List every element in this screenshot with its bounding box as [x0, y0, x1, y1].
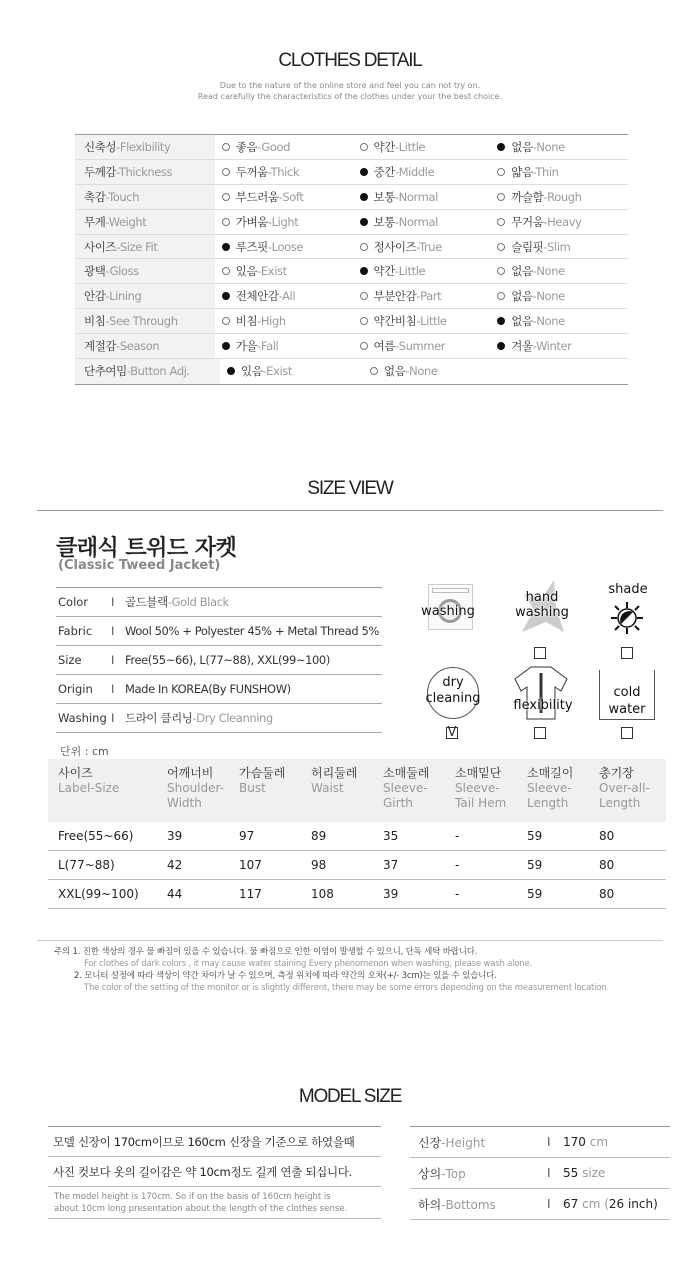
size-cell: 98: [311, 858, 327, 872]
size-table-row: [48, 851, 666, 880]
size-cell: XXL(99~100): [58, 887, 139, 901]
selected-dot-icon: [222, 292, 230, 300]
detail-option-en: -Normal: [394, 189, 438, 204]
model-note-line-2: 사진 컷보다 옷의 길이감은 약 10cm정도 길게 연출 되십니다.: [48, 1157, 381, 1187]
detail-option-ko: 없음: [384, 364, 406, 379]
model-note-line-1: 모델 신장이 170cm이므로 160cm 신장을 기준으로 하였을때: [48, 1127, 381, 1157]
size-cell: 107: [239, 858, 262, 872]
size-cell: 59: [527, 829, 543, 843]
detail-option-en: -Little: [416, 314, 447, 329]
unselected-dot-icon: [222, 193, 230, 201]
detail-label-ko: 단추여밈: [84, 364, 127, 379]
model-stat-key: [410, 1196, 547, 1213]
model-note-small-2: about 10cm long presentation about the length of the clothes sense.: [54, 1204, 348, 1214]
size-header-en: Over-all- Length: [599, 781, 650, 810]
hand-washing-label: hand washing: [515, 590, 569, 620]
model-stat-en: -Top: [441, 1166, 466, 1181]
detail-option-ko: 좋음: [235, 139, 258, 154]
dry-cleaning-label: dry cleaning: [425, 675, 481, 706]
model-stat-row: [410, 1127, 670, 1158]
size-table-row: [48, 822, 666, 851]
notes: [54, 946, 609, 994]
detail-row: [75, 235, 628, 260]
model-stat-value: [563, 1135, 608, 1149]
size-header-en: Sleeve- Tail Hem: [455, 781, 507, 810]
model-stat-ko: 하의: [418, 1197, 442, 1212]
detail-option: [490, 338, 628, 354]
info-value-ko: Made In KOREA(By FUNSHOW): [125, 682, 291, 696]
detail-option-en: -Heavy: [543, 214, 582, 229]
info-value-en: -Gold Black: [167, 595, 229, 609]
detail-option: [490, 164, 628, 180]
size-cell: Free(55~66): [58, 829, 134, 843]
sun-icon: [610, 601, 644, 635]
unselected-dot-icon: [360, 292, 368, 300]
detail-label-ko: 촉감: [84, 189, 106, 204]
detail-label-ko: 신축성: [84, 139, 117, 154]
unselected-dot-icon: [360, 317, 368, 325]
detail-label-ko: 계절감: [84, 339, 117, 354]
detail-option: [353, 189, 491, 205]
detail-option-en: -All: [278, 289, 296, 304]
note-1-en: For clothes of dark colors , it may cause water staining Every phenomenon when washing, please wash alone.: [84, 959, 533, 969]
selected-dot-icon: [360, 168, 368, 176]
detail-row: [75, 309, 628, 334]
model-stat-ko: 상의: [418, 1166, 442, 1181]
selected-dot-icon: [360, 218, 368, 226]
info-separator: I: [111, 624, 115, 638]
model-stat-separator: I: [547, 1135, 551, 1149]
selected-dot-icon: [222, 243, 230, 251]
size-header-cell: [527, 766, 599, 811]
size-header-cell: [239, 766, 311, 796]
detail-option: [215, 263, 353, 279]
detail-option-ko: 무거움: [511, 214, 544, 229]
detail-option-en: -Little: [394, 264, 426, 279]
size-table-header: [48, 759, 666, 822]
model-stat-unit: cm (: [578, 1197, 609, 1211]
flexibility-label: flexibility: [513, 698, 573, 713]
detail-label: [75, 235, 215, 259]
note-2-en: The color of the setting of the monitor or is slightly different, there may be some errors depending on the measurement location.: [84, 983, 609, 993]
shade-checkbox[interactable]: [621, 647, 633, 659]
detail-option-en: -None: [532, 139, 565, 154]
clothes-detail-table: [75, 134, 628, 385]
product-name-en: (Classic Tweed Jacket): [58, 558, 221, 573]
detail-label: [75, 334, 215, 358]
detail-label-ko: 두께감: [84, 164, 117, 179]
detail-option-ko: 있음: [235, 264, 258, 279]
model-stat-en: -Height: [441, 1135, 486, 1150]
detail-option-en: -Little: [394, 139, 426, 154]
detail-option-en: -None: [532, 264, 565, 279]
info-value-ko: 골드블랙: [125, 595, 168, 609]
detail-label-en: -Touch: [105, 189, 140, 204]
cold-water-label: cold water: [608, 685, 646, 717]
detail-option-en: -Part: [416, 289, 442, 304]
detail-label: [75, 284, 215, 308]
size-cell: 108: [311, 887, 334, 901]
size-cell: 89: [311, 829, 327, 843]
detail-option-en: -True: [416, 239, 442, 254]
model-stat-num: 67: [563, 1197, 579, 1211]
clothes-detail-subtitle-1: Due to the nature of the online store and feel you can not try on.: [219, 81, 481, 90]
detail-row: [75, 160, 628, 185]
detail-option: [353, 288, 491, 304]
detail-option: [490, 263, 628, 279]
detail-row: [75, 334, 628, 359]
size-cell: 44: [167, 887, 183, 901]
size-cell: -: [455, 858, 460, 872]
model-stat-separator: I: [547, 1197, 551, 1211]
info-row: [56, 675, 382, 704]
flexibility-checkbox[interactable]: [534, 727, 546, 739]
detail-option: [353, 263, 491, 279]
detail-option-en: -Winter: [532, 339, 572, 354]
model-stat-en: -Bottoms: [441, 1197, 496, 1212]
detail-label-ko: 무게: [84, 214, 106, 229]
size-header-cell: [311, 766, 383, 796]
detail-label-ko: 안감: [84, 289, 106, 304]
info-key: Fabric: [58, 624, 93, 638]
size-view-divider: [37, 510, 663, 511]
size-header-cell: [383, 766, 455, 811]
info-separator: I: [111, 682, 115, 696]
unselected-dot-icon: [497, 218, 505, 226]
unselected-dot-icon: [360, 243, 368, 251]
detail-option-en: -High: [257, 314, 286, 329]
detail-option: [353, 313, 491, 329]
detail-label: [75, 359, 220, 384]
model-stat-num: 55: [563, 1166, 579, 1180]
detail-option-ko: 없음: [511, 314, 533, 329]
detail-option-en: -None: [532, 289, 565, 304]
detail-option: [353, 164, 491, 180]
detail-row: [75, 359, 628, 384]
size-cell: 80: [599, 887, 615, 901]
detail-option-en: -Loose: [267, 239, 303, 254]
size-header-ko: 소매길이: [527, 766, 574, 780]
unselected-dot-icon: [497, 168, 505, 176]
detail-option-en: -None: [532, 314, 565, 329]
model-size-title: MODEL SIZE: [298, 1086, 402, 1107]
detail-option-ko: 가을: [235, 339, 258, 354]
detail-label-en: -Weight: [105, 214, 147, 229]
detail-label-en: -Button Adj.: [126, 364, 190, 379]
size-table: [48, 759, 666, 909]
size-cell: L(77~88): [58, 858, 115, 872]
detail-label-en: -Flexibility: [116, 139, 171, 154]
size-cell: 35: [383, 829, 399, 843]
unselected-dot-icon: [222, 218, 230, 226]
detail-row: [75, 135, 628, 160]
info-row: [56, 588, 382, 617]
size-header-ko: 소매밑단: [455, 766, 502, 780]
note-1-ko: 주의 1. 진한 색상의 경우 물 빠짐이 있을 수 있습니다. 물 빠짐으로 인한 이염이 발생할 수 있으니, 단독 세탁 바랍니다.: [54, 947, 478, 957]
model-stat-unit: cm: [585, 1135, 609, 1149]
detail-option-en: -Rough: [543, 189, 582, 204]
size-cell: 37: [383, 858, 399, 872]
model-stat-ko: 신장: [418, 1135, 442, 1150]
size-table-row: [48, 880, 666, 909]
info-value: [125, 710, 273, 726]
detail-option-ko: 없음: [511, 139, 533, 154]
detail-label: [75, 210, 215, 234]
detail-label-en: -Thickness: [116, 164, 173, 179]
size-cell: 97: [239, 829, 255, 843]
detail-option-ko: 루즈핏: [235, 239, 268, 254]
unselected-dot-icon: [360, 342, 368, 350]
size-header-ko: 총기장: [599, 766, 634, 780]
info-row: [56, 646, 382, 675]
selected-dot-icon: [360, 193, 368, 201]
detail-option-en: -Thick: [267, 164, 300, 179]
info-value-ko: Free(55~66), L(77~88), XXL(99~100): [125, 653, 330, 667]
detail-label-en: -Season: [116, 339, 160, 354]
detail-option-ko: 얇음: [511, 164, 533, 179]
clothes-detail-subtitle-2: Read carefully the characteristics of the clothes under your the best choice.: [197, 92, 503, 101]
model-stat-row: [410, 1189, 670, 1220]
size-header-cell: [455, 766, 527, 811]
detail-row: [75, 185, 628, 210]
size-cell: -: [455, 887, 460, 901]
size-header-ko: 사이즈: [58, 766, 93, 780]
detail-option: [215, 313, 353, 329]
detail-label-ko: 비침: [84, 314, 106, 329]
detail-option-en: -None: [405, 364, 438, 379]
size-header-cell: [599, 766, 666, 811]
size-cell: 39: [167, 829, 183, 843]
size-header-en: Waist: [311, 781, 344, 795]
info-value-en: -Dry Cleanning: [192, 711, 273, 725]
size-header-ko: 허리둘레: [311, 766, 358, 780]
detail-option-en: -Slim: [543, 239, 571, 254]
detail-label-en: -Gloss: [105, 264, 139, 279]
detail-option-ko: 보통: [373, 214, 395, 229]
info-separator: I: [111, 595, 115, 609]
detail-option-ko: 없음: [511, 264, 533, 279]
detail-option-en: -Middle: [394, 164, 435, 179]
detail-option-en: -Normal: [394, 214, 438, 229]
shade-label: shade: [608, 582, 648, 597]
detail-option-en: -Light: [267, 214, 299, 229]
hand-washing-checkbox[interactable]: [534, 647, 546, 659]
detail-option-ko: 두꺼움: [235, 164, 268, 179]
size-view-title: SIZE VIEW: [307, 478, 393, 499]
info-value: [125, 624, 379, 638]
detail-option-ko: 정사이즈: [373, 239, 417, 254]
detail-option-ko: 가벼움: [235, 214, 268, 229]
detail-option-ko: 없음: [511, 289, 533, 304]
size-header-ko: 어깨너비: [167, 766, 214, 780]
detail-option: [215, 239, 353, 255]
model-stat-extra: 26 inch): [608, 1197, 658, 1211]
notes-divider: [37, 940, 663, 941]
detail-label-en: -See Through: [105, 314, 178, 329]
detail-option-ko: 여름: [373, 339, 395, 354]
detail-option-en: -Exist: [262, 364, 292, 379]
detail-option: [490, 139, 628, 155]
note-2-ko: 2. 모니터 설정에 따라 색상이 약간 차이가 날 수 있으며, 측정 위치에 따라 약간의 오차(+/- 3cm)는 있을 수 있습니다.: [74, 971, 497, 981]
info-value: [125, 594, 229, 610]
detail-option-ko: 부드러움: [235, 189, 279, 204]
detail-label: [75, 185, 215, 209]
selected-dot-icon: [222, 342, 230, 350]
unselected-dot-icon: [497, 267, 505, 275]
detail-option-ko: 비침: [235, 314, 258, 329]
detail-option-ko: 겨울: [511, 339, 533, 354]
detail-option-ko: 전체안감: [235, 289, 279, 304]
model-stat-value: [563, 1166, 605, 1180]
info-value-ko: 드라이 클리닝: [125, 711, 193, 725]
detail-option-en: -Good: [257, 139, 291, 154]
detail-option: [215, 189, 353, 205]
info-key: Color: [58, 595, 89, 609]
model-stat-separator: I: [547, 1166, 551, 1180]
detail-label-ko: 사이즈: [84, 239, 117, 254]
info-key: Washing: [58, 711, 107, 725]
model-note-small: [48, 1187, 381, 1219]
model-stat-key: [410, 1165, 547, 1182]
detail-option-ko: 있음: [241, 364, 263, 379]
unselected-dot-icon: [370, 367, 378, 375]
size-header-en: Bust: [239, 781, 266, 795]
detail-option-en: -Thin: [532, 164, 559, 179]
detail-option: [220, 363, 363, 379]
detail-label-ko: 광택: [84, 264, 106, 279]
detail-option-en: -Fall: [257, 339, 279, 354]
detail-option: [353, 214, 491, 230]
size-header-ko: 소매둘레: [383, 766, 430, 780]
selected-dot-icon: [227, 367, 235, 375]
model-stats-table: [410, 1126, 670, 1220]
detail-option-ko: 중간: [373, 164, 395, 179]
detail-option-ko: 약간: [373, 139, 395, 154]
selected-dot-icon: [497, 143, 505, 151]
detail-option-en: -Soft: [278, 189, 304, 204]
model-stat-num: 170: [563, 1135, 586, 1149]
selected-dot-icon: [497, 342, 505, 350]
detail-option: [490, 239, 628, 255]
size-header-en: Sleeve- Girth: [383, 781, 428, 810]
detail-option: [215, 338, 353, 354]
size-cell: 39: [383, 887, 399, 901]
detail-option: [215, 139, 353, 155]
detail-option: [215, 164, 353, 180]
size-cell: 42: [167, 858, 183, 872]
info-row: [56, 704, 382, 733]
detail-option-ko: 부분안감: [373, 289, 417, 304]
detail-option: [353, 139, 491, 155]
size-cell: 80: [599, 829, 615, 843]
size-cell: 80: [599, 858, 615, 872]
detail-label: [75, 160, 215, 184]
detail-label: [75, 309, 215, 333]
dry-cleaning-checkbox[interactable]: V: [447, 725, 457, 740]
info-row: [56, 617, 382, 646]
detail-option: [215, 288, 353, 304]
unit-label: 단위 : cm: [60, 745, 109, 758]
info-key: Size: [58, 653, 82, 667]
detail-row: [75, 210, 628, 235]
detail-option: [490, 288, 628, 304]
unselected-dot-icon: [497, 243, 505, 251]
product-name: 클래식 트위드 자켓: [56, 536, 237, 561]
size-cell: 59: [527, 858, 543, 872]
detail-option: [215, 214, 353, 230]
detail-label: [75, 135, 215, 159]
model-stat-row: [410, 1158, 670, 1189]
detail-option-en: -Summer: [394, 339, 446, 354]
model-stat-value: [563, 1197, 658, 1211]
unselected-dot-icon: [222, 168, 230, 176]
info-value: [125, 682, 291, 696]
detail-option: [490, 313, 628, 329]
detail-label-en: -Size Fit: [116, 239, 158, 254]
detail-option-ko: 까슬함: [511, 189, 544, 204]
clothes-detail-title: CLOTHES DETAIL: [278, 50, 422, 71]
size-cell: 59: [527, 887, 543, 901]
model-stat-key: [410, 1134, 547, 1151]
detail-option-ko: 약간비침: [373, 314, 417, 329]
unselected-dot-icon: [222, 143, 230, 151]
size-header-cell: [167, 766, 239, 811]
size-header-cell: [48, 766, 167, 796]
size-header-en: Label-Size: [58, 781, 120, 795]
selected-dot-icon: [497, 317, 505, 325]
info-value-ko: Wool 50% + Polyester 45% + Metal Thread 5%: [125, 624, 379, 638]
info-value: [125, 653, 330, 667]
detail-option: [490, 189, 628, 205]
washing-label: washing: [421, 604, 475, 619]
info-separator: I: [111, 711, 115, 725]
detail-option: [490, 214, 628, 230]
detail-row: [75, 259, 628, 284]
detail-option-ko: 보통: [373, 189, 395, 204]
cold-water-checkbox[interactable]: [621, 727, 633, 739]
size-cell: -: [455, 829, 460, 843]
detail-label-en: -Lining: [105, 289, 142, 304]
detail-option-ko: 약간: [373, 264, 395, 279]
detail-option: [363, 363, 506, 379]
unselected-dot-icon: [360, 143, 368, 151]
product-info-table: [56, 587, 382, 733]
size-header-en: Sleeve- Length: [527, 781, 572, 810]
detail-option-en: -Exist: [257, 264, 287, 279]
size-cell: 117: [239, 887, 262, 901]
detail-option: [353, 338, 491, 354]
info-key: Origin: [58, 682, 93, 696]
unselected-dot-icon: [222, 317, 230, 325]
detail-option: [353, 239, 491, 255]
size-header-en: Shoulder- Width: [167, 781, 224, 810]
unselected-dot-icon: [222, 267, 230, 275]
info-separator: I: [111, 653, 115, 667]
detail-option-ko: 슬림핏: [511, 239, 544, 254]
model-stat-unit: size: [578, 1166, 606, 1180]
size-header-ko: 가슴둘레: [239, 766, 286, 780]
detail-row: [75, 284, 628, 309]
unselected-dot-icon: [497, 292, 505, 300]
selected-dot-icon: [360, 267, 368, 275]
detail-label: [75, 259, 215, 283]
model-note-small-1: The model height is 170cm. So if on the basis of 160cm height is: [54, 1192, 331, 1202]
model-note-box: [48, 1126, 381, 1219]
unselected-dot-icon: [497, 193, 505, 201]
